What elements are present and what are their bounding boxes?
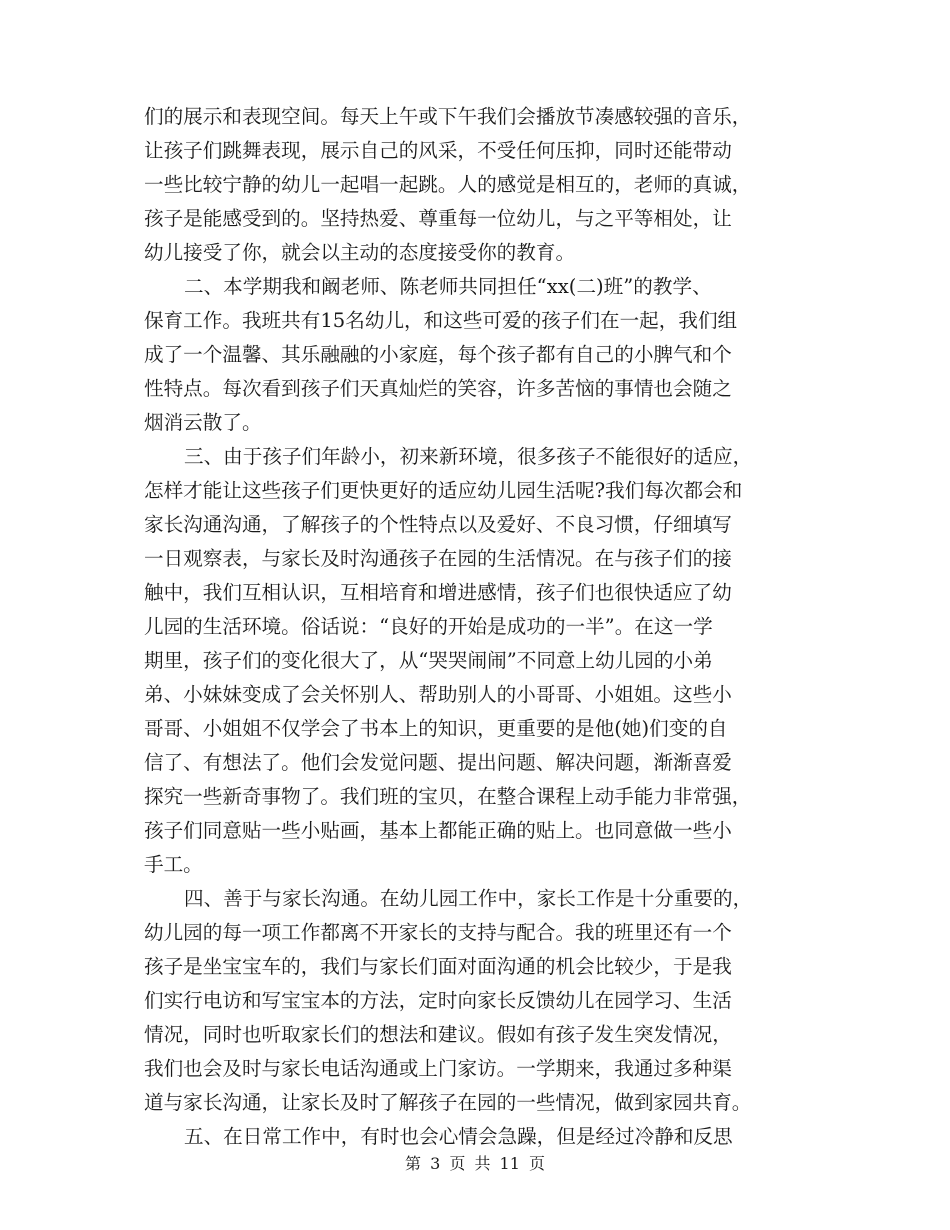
paragraph-first-line: 五、在日常工作中，有时也会心情会急躁，但是经过冷静和反思: [184, 1125, 733, 1148]
text-line: 一些比较宁静的幼儿一起唱一起跳。人的感觉是相互的，老师的真诚，: [144, 173, 752, 196]
text-line: 探究一些新奇事物了。我们班的宝贝，在整合课程上动手能力非常强，: [144, 785, 752, 808]
paragraph-first-line: 二、本学期我和阚老师、陈老师共同担任“xx(二)班”的教学、: [184, 275, 712, 298]
text-line: 信了、有想法了。他们会发觉问题、提出问题、解决问题，渐渐喜爱: [144, 751, 732, 774]
text-line: 性特点。每次看到孩子们天真灿烂的笑容，许多苦恼的事情也会随之: [144, 377, 732, 400]
text-line: 哥哥、小姐姐不仅学会了书本上的知识，更重要的是他(她)们变的自: [144, 717, 728, 740]
text-line: 孩子们同意贴一些小贴画，基本上都能正确的贴上。也同意做一些小: [144, 819, 732, 842]
text-line: 儿园的生活环境。俗话说：“良好的开始是成功的一半”。在这一学: [144, 615, 713, 638]
text-line: 让孩子们跳舞表现，展示自己的风采，不受任何压抑，同时还能带动: [144, 139, 732, 162]
paragraph-first-line: 三、由于孩子们年龄小，初来新环境，很多孩子不能很好的适应，: [184, 445, 753, 468]
text-line: 道与家长沟通，让家长及时了解孩子在园的一些情况，做到家园共育。: [144, 1091, 752, 1114]
text-line: 孩子是能感受到的。坚持热爱、尊重每一位幼儿，与之平等相处，让: [144, 207, 732, 230]
text-line: 我们也会及时与家长电话沟通或上门家访。一学期来，我通过多种渠: [144, 1057, 732, 1080]
text-line: 孩子是坐宝宝车的，我们与家长们面对面沟通的机会比较少，于是我: [144, 955, 732, 978]
text-line: 一日观察表，与家长及时沟通孩子在园的生活情况。在与孩子们的接: [144, 547, 732, 570]
text-line: 们的展示和表现空间。每天上午或下午我们会播放节凑感较强的音乐，: [144, 105, 752, 128]
text-line: 成了一个温馨、其乐融融的小家庭，每个孩子都有自己的小脾气和个: [144, 343, 732, 366]
text-line: 弟、小妹妹变成了会关怀别人、帮助别人的小哥哥、小姐姐。这些小: [144, 683, 732, 706]
text-line: 怎样才能让这些孩子们更快更好的适应幼儿园生活呢?我们每次都会和: [144, 479, 743, 502]
body-text: [144, 100, 812, 1154]
paragraph-first-line: 四、善于与家长沟通。在幼儿园工作中，家长工作是十分重要的，: [184, 887, 753, 910]
text-line: 们实行电访和写宝宝本的方法，定时向家长反馈幼儿在园学习、生活: [144, 989, 732, 1012]
page-footer: 第 3 页 共 11 页: [405, 1154, 545, 1173]
text-line: 触中，我们互相认识，互相培育和增进感情，孩子们也很快适应了幼: [144, 581, 732, 604]
text-line: 情况，同时也听取家长们的想法和建议。假如有孩子发生突发情况，: [144, 1023, 732, 1046]
text-line: 手工。: [144, 853, 203, 876]
text-line: 幼儿接受了你，就会以主动的态度接受你的教育。: [144, 241, 576, 264]
text-line: 期里，孩子们的变化很大了，从“哭哭闹闹”不同意上幼儿园的小弟: [144, 649, 713, 672]
text-line: 家长沟通沟通，了解孩子的个性特点以及爱好、不良习惯，仔细填写: [144, 513, 732, 536]
text-line: 幼儿园的每一项工作都离不开家长的支持与配合。我的班里还有一个: [144, 921, 732, 944]
text-line: 烟消云散了。: [144, 411, 262, 434]
text-line: 保育工作。我班共有15名幼儿，和这些可爱的孩子们在一起，我们组: [144, 309, 738, 332]
